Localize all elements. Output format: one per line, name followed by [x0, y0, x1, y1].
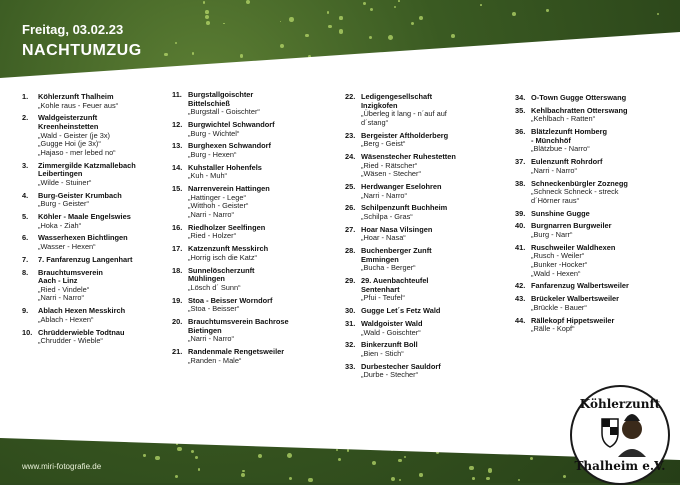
item-number: 41.	[515, 242, 526, 252]
group-name: Randenmale Rengetsweiler	[188, 347, 285, 356]
narren-call: „Burg - Narr“	[531, 229, 573, 239]
list-item	[172, 91, 260, 117]
list-item	[515, 282, 629, 291]
group-name: Aach - Linz	[38, 276, 78, 286]
narren-call: „Gugge Hoi (je 3x)“	[38, 139, 101, 149]
narren-call: „Burg - Geister“	[38, 199, 89, 209]
narren-call: „Ablach - Hexen“	[38, 314, 94, 324]
item-number: 36.	[515, 127, 526, 137]
list-item	[172, 267, 255, 293]
narren-call: „Pfui - Teufel“	[361, 293, 405, 303]
list-item	[515, 94, 626, 103]
group-name: Waldgeisterzunft	[38, 113, 98, 123]
narren-call: „Hajaso - mer lebed no“	[38, 147, 116, 157]
list-item	[345, 153, 456, 179]
narren-call: „Kehlbach - Ratten“	[531, 114, 596, 124]
narren-call: „Wald - Hexen“	[531, 268, 581, 278]
item-number: 4.	[22, 190, 29, 200]
item-number: 39.	[515, 208, 526, 218]
group-name: Ablach Hexen Messkirch	[38, 306, 126, 316]
list-item	[345, 320, 422, 337]
group-name: 29. Auenbachteufel	[361, 276, 429, 286]
narren-call: „Wäsen - Stecher“	[361, 169, 421, 179]
narren-call: „Bien - Stich“	[361, 348, 404, 358]
narren-call: „Chrudder - Wieble“	[38, 336, 103, 346]
item-number: 28.	[345, 246, 356, 256]
narren-call: „Narri - Narro“	[188, 209, 234, 219]
list-item	[345, 226, 432, 243]
group-name: Waldgoister Wald	[361, 319, 423, 328]
narren-call: „Rälle - Kopf“	[531, 324, 575, 334]
page-title: NACHTUMZUG	[22, 42, 142, 59]
item-number: 14.	[172, 162, 183, 172]
group-name: Sentenhart	[361, 284, 400, 294]
list-item	[345, 93, 447, 127]
list-item	[22, 234, 128, 251]
logo-bottom-text: Thalheim e.V.	[574, 459, 666, 473]
group-name: Brauchtumsverein	[38, 267, 103, 277]
group-name: Burgstallgoischter	[188, 90, 254, 99]
group-name: Stoa - Beisser Worndorf	[188, 295, 273, 305]
item-number: 8.	[22, 267, 29, 277]
item-number: 20.	[172, 317, 183, 326]
list-item	[172, 121, 275, 138]
narren-call: „Durbe - Stecher“	[361, 370, 419, 380]
narren-call: „Narri - Narro“	[531, 165, 577, 175]
group-name: Köhler - Maale Engelswies	[38, 212, 131, 221]
group-name: Brückeler Walbertsweiler	[531, 294, 620, 304]
list-item	[515, 210, 590, 219]
item-number: 42.	[515, 281, 526, 291]
group-name: O-Town Gugge Otterswang	[531, 93, 627, 102]
list-item	[345, 204, 447, 221]
list-item	[172, 348, 284, 365]
narren-call: d´Hörner raus“	[531, 195, 580, 205]
item-number: 12.	[172, 120, 183, 129]
group-name: Rällekopf Hippetsweiler	[531, 315, 615, 325]
list-item	[22, 93, 118, 110]
item-number: 29.	[345, 276, 356, 286]
item-number: 15.	[172, 184, 183, 194]
list-item	[515, 295, 619, 312]
list-item	[172, 297, 272, 314]
narren-call: „Narri - Narro“	[188, 334, 234, 344]
group-name: Narrenverein Hattingen	[188, 184, 270, 194]
item-number: 43.	[515, 294, 526, 304]
item-number: 35.	[515, 105, 526, 115]
list-item	[22, 192, 122, 209]
item-number: 33.	[345, 361, 356, 371]
item-number: 26.	[345, 203, 356, 213]
list-item	[172, 185, 270, 219]
item-number: 1.	[22, 92, 29, 101]
item-number: 30.	[345, 306, 356, 316]
narren-call: „Blätzbue - Narro“	[531, 144, 590, 154]
narren-call: „Burg - Hexen“	[188, 149, 237, 159]
group-name: Riedholzer Seelfingen	[188, 222, 266, 232]
list-item	[22, 256, 132, 265]
group-name: Durbestecher Sauldorf	[361, 361, 441, 371]
group-name: Sunnelöscherzunft	[188, 265, 255, 275]
group-name: Sunshine Gugge	[531, 208, 590, 218]
list-item	[515, 180, 628, 206]
narren-call: „Stoa - Beisser“	[188, 304, 240, 314]
group-name: Gugge Let´s Fetz Wald	[361, 306, 441, 316]
narren-call: „Schilpa - Gras“	[361, 211, 413, 221]
group-name: Leibertingen	[38, 169, 83, 179]
logo-top-text: Köhlerzunft	[579, 397, 661, 411]
narren-call: „Wilde - Stuiner“	[38, 177, 92, 187]
list-item	[515, 128, 607, 154]
narren-call: „Schneck Schneck - streck	[531, 187, 619, 197]
list-item	[22, 269, 103, 303]
item-number: 5.	[22, 212, 29, 221]
item-number: 44.	[515, 315, 526, 325]
narren-call: „Bucha - Berger“	[361, 263, 416, 273]
item-number: 19.	[172, 295, 183, 305]
item-number: 7.	[22, 254, 29, 264]
narren-call: „Wald - Geister (je 3x)	[38, 130, 111, 140]
group-name: Mühlingen	[188, 274, 225, 284]
item-number: 3.	[22, 160, 29, 170]
narren-call: „Kohle raus - Feuer aus“	[38, 100, 119, 110]
item-number: 24.	[345, 152, 356, 161]
group-name: Hoar Nasa Vilsingen	[361, 224, 433, 234]
narren-call: „Berg - Geist“	[361, 139, 406, 149]
narren-call: „Lösch d´ Sunn“	[188, 282, 241, 292]
item-number: 32.	[345, 340, 356, 350]
group-name: Inzigkofen	[361, 100, 398, 110]
club-logo	[570, 385, 670, 485]
group-name: Zimmergilde Katzmallebach	[38, 160, 136, 170]
narren-call: „Kuh - Muh“	[188, 171, 228, 181]
list-item	[172, 164, 262, 181]
group-name: Wasserhexen Bichtlingen	[38, 233, 128, 243]
group-name: Blätzlezunft Homberg	[531, 127, 607, 137]
list-item	[515, 222, 612, 239]
list-item	[172, 224, 265, 241]
group-name: Binkerzunft Boll	[361, 340, 418, 350]
group-name: 7. Fanfarenzug Langenhart	[38, 254, 133, 264]
group-name: Bergeister Aftholderberg	[361, 130, 449, 140]
narren-call: „Bunker -Hocker“	[531, 259, 588, 269]
list-item	[22, 114, 116, 157]
narren-call: „Ried - Rätscher“	[361, 160, 418, 170]
group-name: Emmingen	[361, 254, 399, 264]
list-item	[172, 142, 271, 159]
list-item	[22, 329, 125, 346]
list-item	[345, 183, 442, 200]
group-name: Köhlerzunft Thalheim	[38, 92, 114, 101]
narren-call: „Ried - Holzer“	[188, 231, 237, 241]
narren-call: „Ried - Vindele“	[38, 284, 90, 294]
item-number: 9.	[22, 306, 29, 316]
item-number: 6.	[22, 233, 29, 243]
group-name: Burgnarren Burgweiler	[531, 221, 612, 231]
footer-url: www.miri-fotografie.de	[22, 462, 102, 471]
group-name: Buchenberger Zunft	[361, 246, 432, 256]
list-item	[22, 162, 136, 188]
group-name: Wäsenstecher Ruhestetten	[361, 152, 456, 161]
narren-call: „Witthoh - Geister“	[188, 201, 249, 211]
narren-call: „Rusch - Weiler“	[531, 251, 585, 261]
header-date: Freitag, 03.02.23	[22, 22, 124, 37]
group-name: Eulenzunft Rohrdorf	[531, 157, 603, 167]
group-name: Herdwanger Eselohren	[361, 182, 442, 191]
narren-call: „Hoka - Ziah“	[38, 220, 82, 230]
list-item	[345, 307, 440, 316]
narren-call: „Randen - Male“	[188, 355, 242, 365]
list-item	[345, 132, 448, 149]
narren-call: „Narri - Narro“	[38, 293, 84, 303]
group-name: Ledigengesellschaft	[361, 92, 433, 101]
narren-call: „Überleg it lang - n´auf auf	[361, 109, 447, 119]
group-name: Ruschweiler Waldhexen	[531, 242, 616, 252]
item-number: 31.	[345, 319, 356, 328]
group-name: Burg-Geister Krumbach	[38, 190, 122, 200]
group-name: Brauchtumsverein Bachrose	[188, 317, 289, 326]
group-name: Schilpenzunft Buchheim	[361, 203, 448, 213]
narren-call: „Wasser - Hexen“	[38, 241, 96, 251]
list-item	[172, 318, 289, 344]
list-item	[345, 341, 418, 358]
narren-call: „Hoar - Nasa“	[361, 233, 406, 243]
narren-call: „Burgstall - Goischter“	[188, 107, 260, 117]
item-number: 23.	[345, 130, 356, 140]
group-name: Schneckenbürgler Zoznegg	[531, 178, 628, 188]
list-item	[172, 245, 268, 262]
list-item	[515, 107, 628, 124]
group-name: Burgwichtel Schwandorf	[188, 120, 275, 129]
item-number: 11.	[172, 90, 182, 99]
narren-call: „Horrig isch die Katz“	[188, 252, 257, 262]
list-item	[345, 363, 441, 380]
list-item	[345, 277, 429, 303]
group-name: - Münchhöf	[531, 135, 571, 145]
group-name: Kehlbachratten Otterswang	[531, 105, 628, 115]
item-number: 22.	[345, 92, 356, 101]
item-number: 2.	[22, 113, 29, 123]
item-number: 21.	[172, 347, 183, 356]
list-item	[345, 247, 432, 273]
item-number: 34.	[515, 93, 526, 102]
item-number: 13.	[172, 141, 183, 151]
group-name: Burghexen Schwandorf	[188, 141, 271, 151]
item-number: 16.	[172, 222, 183, 232]
list-item	[515, 158, 602, 175]
group-name: Kuhstaller Hohenfels	[188, 162, 262, 172]
item-number: 40.	[515, 221, 526, 231]
narren-call: „Hattinger - Lege“	[188, 192, 246, 202]
group-name: Bittelschieß	[188, 98, 230, 108]
list-item	[515, 244, 615, 278]
narren-call: „Wald - Goischter“	[361, 327, 421, 337]
item-number: 37.	[515, 157, 526, 167]
list-item	[515, 317, 614, 334]
narren-call: d´stang“	[361, 117, 389, 127]
item-number: 38.	[515, 178, 526, 188]
narren-call: „Narri - Narro“	[361, 190, 407, 200]
group-name: Bietingen	[188, 325, 222, 335]
group-name: Fanfarenzug Walbertsweiler	[531, 281, 629, 291]
group-name: Chrüdderwieble Todtnau	[38, 327, 125, 337]
narren-call: „Brückle - Bauer“	[531, 302, 587, 312]
list-item	[22, 307, 125, 324]
item-number: 27.	[345, 224, 356, 234]
narren-call: „Burg - Wichtel“	[188, 128, 240, 138]
item-number: 17.	[172, 244, 183, 254]
item-number: 18.	[172, 265, 183, 275]
group-name: Kreenheinstetten	[38, 121, 99, 131]
group-name: Katzenzunft Messkirch	[188, 244, 269, 254]
item-number: 25.	[345, 182, 356, 191]
list-item	[22, 213, 131, 230]
item-number: 10.	[22, 327, 33, 337]
